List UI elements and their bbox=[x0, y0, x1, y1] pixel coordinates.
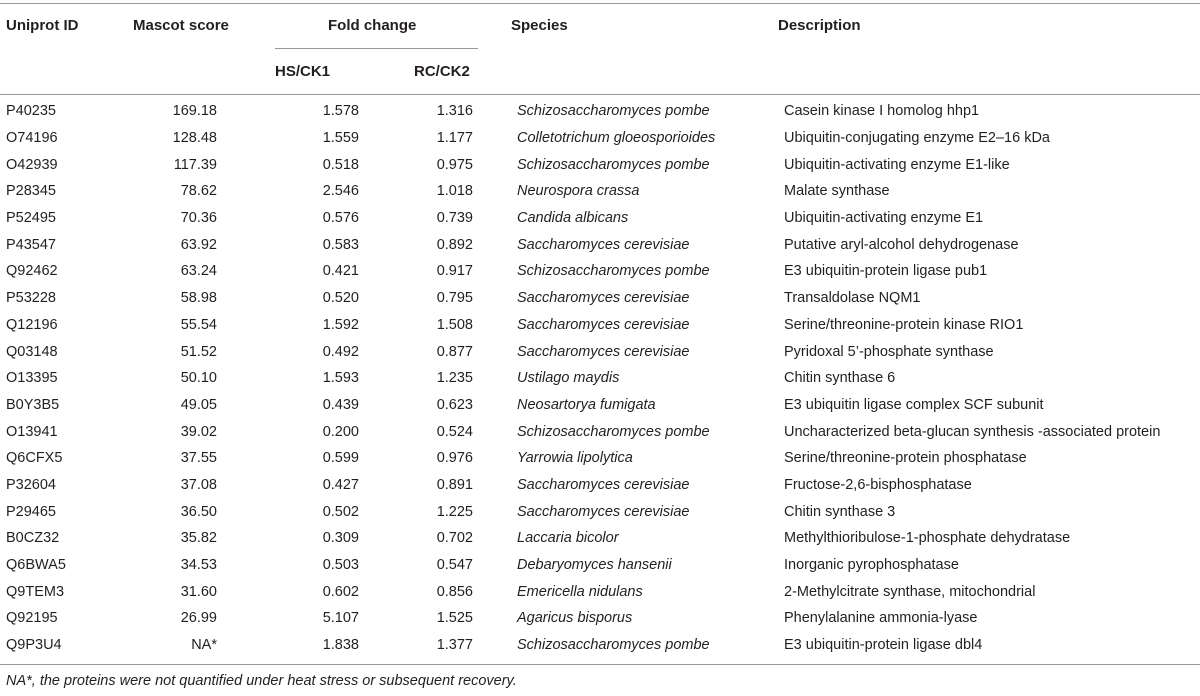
mascot-score-cell: 63.24 bbox=[180, 263, 217, 280]
uniprot-id-cell: O74196 bbox=[6, 130, 58, 147]
hs-ck1-cell: 0.518 bbox=[322, 156, 359, 173]
header-hs-ck1: HS/CK1 bbox=[275, 63, 331, 80]
table-body bbox=[0, 98, 1200, 658]
mascot-score-cell: NA* bbox=[191, 637, 217, 654]
hs-ck1-cell: 0.502 bbox=[322, 503, 359, 520]
table-row bbox=[0, 338, 1200, 365]
species-cell: Schizosaccharomyces pombe bbox=[517, 637, 710, 654]
header-fold-change: Fold change bbox=[328, 17, 417, 34]
rc-ck2-cell: 0.795 bbox=[436, 290, 473, 307]
table-row bbox=[0, 98, 1200, 125]
table-row bbox=[0, 205, 1200, 232]
mascot-score-cell: 37.08 bbox=[180, 476, 217, 493]
description-cell: Malate synthase bbox=[784, 183, 890, 200]
species-cell: Saccharomyces cerevisiae bbox=[517, 503, 690, 520]
uniprot-id-cell: P52495 bbox=[6, 210, 56, 227]
table-footnote: NA*, the proteins were not quantified under heat stress or subsequent recovery. bbox=[6, 673, 517, 689]
description-cell: Uncharacterized beta-glucan synthesis -associated protein bbox=[784, 423, 1161, 440]
table-top-rule bbox=[0, 3, 1200, 4]
hs-ck1-cell: 0.200 bbox=[322, 423, 359, 440]
rc-ck2-cell: 1.525 bbox=[436, 610, 473, 627]
table-row bbox=[0, 578, 1200, 605]
header-bottom-rule bbox=[0, 94, 1200, 95]
rc-ck2-cell: 0.623 bbox=[436, 396, 473, 413]
species-cell: Schizosaccharomyces pombe bbox=[517, 156, 710, 173]
mascot-score-cell: 35.82 bbox=[180, 530, 217, 547]
rc-ck2-cell: 0.524 bbox=[436, 423, 473, 440]
rc-ck2-cell: 0.917 bbox=[436, 263, 473, 280]
mascot-score-cell: 169.18 bbox=[172, 103, 217, 120]
table-row bbox=[0, 418, 1200, 445]
rc-ck2-cell: 1.177 bbox=[436, 130, 473, 147]
rc-ck2-cell: 0.739 bbox=[436, 210, 473, 227]
uniprot-id-cell: P32604 bbox=[6, 476, 56, 493]
table-row bbox=[0, 231, 1200, 258]
rc-ck2-cell: 1.235 bbox=[436, 370, 473, 387]
species-cell: Emericella nidulans bbox=[517, 583, 643, 600]
hs-ck1-cell: 0.583 bbox=[322, 236, 359, 253]
hs-ck1-cell: 0.427 bbox=[322, 476, 359, 493]
description-cell: Inorganic pyrophosphatase bbox=[784, 557, 959, 574]
rc-ck2-cell: 0.856 bbox=[436, 583, 473, 600]
species-cell: Saccharomyces cerevisiae bbox=[517, 316, 690, 333]
hs-ck1-cell: 0.421 bbox=[322, 263, 359, 280]
description-cell: Casein kinase I homolog hhp1 bbox=[784, 103, 980, 120]
uniprot-id-cell: Q92462 bbox=[6, 263, 58, 280]
uniprot-id-cell: P53228 bbox=[6, 290, 56, 307]
species-cell: Neurospora crassa bbox=[517, 183, 640, 200]
hs-ck1-cell: 0.492 bbox=[322, 343, 359, 360]
rc-ck2-cell: 0.547 bbox=[436, 557, 473, 574]
table-row bbox=[0, 178, 1200, 205]
uniprot-id-cell: Q6CFX5 bbox=[6, 450, 63, 467]
table-row bbox=[0, 445, 1200, 472]
mascot-score-cell: 39.02 bbox=[180, 423, 217, 440]
table-row bbox=[0, 258, 1200, 285]
uniprot-id-cell: Q12196 bbox=[6, 316, 58, 333]
rc-ck2-cell: 1.018 bbox=[436, 183, 473, 200]
table-row bbox=[0, 552, 1200, 579]
hs-ck1-cell: 0.602 bbox=[322, 583, 359, 600]
table-row bbox=[0, 525, 1200, 552]
table-row bbox=[0, 125, 1200, 152]
table-row bbox=[0, 365, 1200, 392]
hs-ck1-cell: 0.503 bbox=[322, 557, 359, 574]
table-row bbox=[0, 151, 1200, 178]
species-cell: Saccharomyces cerevisiae bbox=[517, 236, 690, 253]
header-species: Species bbox=[511, 17, 568, 34]
description-cell: E3 ubiquitin ligase complex SCF subunit bbox=[784, 396, 1044, 413]
species-cell: Debaryomyces hansenii bbox=[517, 557, 672, 574]
rc-ck2-cell: 1.316 bbox=[436, 103, 473, 120]
description-cell: Methylthioribulose-1-phosphate dehydratase bbox=[784, 530, 1071, 547]
mascot-score-cell: 49.05 bbox=[180, 396, 217, 413]
species-cell: Candida albicans bbox=[517, 210, 629, 227]
header-mascot-score: Mascot score bbox=[133, 17, 229, 34]
mascot-score-cell: 31.60 bbox=[180, 583, 217, 600]
uniprot-id-cell: Q92195 bbox=[6, 610, 58, 627]
species-cell: Ustilago maydis bbox=[517, 370, 620, 387]
mascot-score-cell: 34.53 bbox=[180, 557, 217, 574]
species-cell: Colletotrichum gloeosporioides bbox=[517, 130, 716, 147]
uniprot-id-cell: P43547 bbox=[6, 236, 56, 253]
hs-ck1-cell: 1.593 bbox=[322, 370, 359, 387]
fold-change-rule bbox=[275, 48, 478, 49]
table-row bbox=[0, 632, 1200, 659]
description-cell: Ubiquitin-conjugating enzyme E2–16 kDa bbox=[784, 130, 1050, 147]
uniprot-id-cell: P28345 bbox=[6, 183, 56, 200]
uniprot-id-cell: Q03148 bbox=[6, 343, 58, 360]
rc-ck2-cell: 0.976 bbox=[436, 450, 473, 467]
rc-ck2-cell: 1.508 bbox=[436, 316, 473, 333]
species-cell: Schizosaccharomyces pombe bbox=[517, 103, 710, 120]
table-row bbox=[0, 605, 1200, 632]
uniprot-id-cell: O13941 bbox=[6, 423, 58, 440]
description-cell: Ubiquitin-activating enzyme E1 bbox=[784, 210, 984, 227]
rc-ck2-cell: 0.702 bbox=[436, 530, 473, 547]
uniprot-id-cell: Q9P3U4 bbox=[6, 637, 62, 654]
rc-ck2-cell: 0.877 bbox=[436, 343, 473, 360]
species-cell: Saccharomyces cerevisiae bbox=[517, 290, 690, 307]
species-cell: Schizosaccharomyces pombe bbox=[517, 263, 710, 280]
uniprot-id-cell: P29465 bbox=[6, 503, 56, 520]
mascot-score-cell: 50.10 bbox=[180, 370, 217, 387]
species-cell: Schizosaccharomyces pombe bbox=[517, 423, 710, 440]
species-cell: Saccharomyces cerevisiae bbox=[517, 476, 690, 493]
hs-ck1-cell: 1.559 bbox=[322, 130, 359, 147]
description-cell: Pyridoxal 5’-phosphate synthase bbox=[784, 343, 994, 360]
description-cell: Transaldolase NQM1 bbox=[784, 290, 921, 307]
hs-ck1-cell: 0.599 bbox=[322, 450, 359, 467]
mascot-score-cell: 55.54 bbox=[180, 316, 217, 333]
species-cell: Yarrowia lipolytica bbox=[517, 450, 633, 467]
species-cell: Laccaria bicolor bbox=[517, 530, 619, 547]
hs-ck1-cell: 0.576 bbox=[322, 210, 359, 227]
hs-ck1-cell: 0.439 bbox=[322, 396, 359, 413]
hs-ck1-cell: 1.838 bbox=[322, 637, 359, 654]
table-row bbox=[0, 498, 1200, 525]
table-row bbox=[0, 312, 1200, 339]
mascot-score-cell: 117.39 bbox=[173, 156, 217, 173]
uniprot-id-cell: O13395 bbox=[6, 370, 58, 387]
description-cell: Phenylalanine ammonia-lyase bbox=[784, 610, 978, 627]
rc-ck2-cell: 1.225 bbox=[436, 503, 473, 520]
uniprot-id-cell: O42939 bbox=[6, 156, 58, 173]
header-description: Description bbox=[778, 17, 861, 34]
species-cell: Neosartorya fumigata bbox=[517, 396, 656, 413]
rc-ck2-cell: 0.891 bbox=[436, 476, 473, 493]
mascot-score-cell: 78.62 bbox=[180, 183, 217, 200]
description-cell: E3 ubiquitin-protein ligase dbl4 bbox=[784, 637, 983, 654]
description-cell: Serine/threonine-protein kinase RIO1 bbox=[784, 316, 1024, 333]
header-uniprot-id: Uniprot ID bbox=[6, 17, 79, 34]
rc-ck2-cell: 0.892 bbox=[436, 236, 473, 253]
table-row bbox=[0, 285, 1200, 312]
species-cell: Saccharomyces cerevisiae bbox=[517, 343, 690, 360]
table-bottom-rule bbox=[0, 664, 1200, 665]
mascot-score-cell: 58.98 bbox=[180, 290, 217, 307]
mascot-score-cell: 26.99 bbox=[180, 610, 217, 627]
mascot-score-cell: 63.92 bbox=[180, 236, 217, 253]
hs-ck1-cell: 0.309 bbox=[322, 530, 359, 547]
header-rc-ck2: RC/CK2 bbox=[414, 63, 470, 80]
hs-ck1-cell: 1.578 bbox=[322, 103, 359, 120]
uniprot-id-cell: B0CZ32 bbox=[6, 530, 60, 547]
description-cell: Ubiquitin-activating enzyme E1-like bbox=[784, 156, 1010, 173]
mascot-score-cell: 37.55 bbox=[180, 450, 217, 467]
table-row bbox=[0, 472, 1200, 499]
mascot-score-cell: 51.52 bbox=[180, 343, 217, 360]
hs-ck1-cell: 5.107 bbox=[322, 610, 359, 627]
hs-ck1-cell: 0.520 bbox=[322, 290, 359, 307]
rc-ck2-cell: 0.975 bbox=[436, 156, 473, 173]
description-cell: Chitin synthase 3 bbox=[784, 503, 896, 520]
mascot-score-cell: 128.48 bbox=[172, 130, 217, 147]
description-cell: Fructose-2,6-bisphosphatase bbox=[784, 476, 972, 493]
table-row bbox=[0, 392, 1200, 419]
description-cell: Chitin synthase 6 bbox=[784, 370, 896, 387]
rc-ck2-cell: 1.377 bbox=[436, 637, 473, 654]
uniprot-id-cell: B0Y3B5 bbox=[6, 396, 60, 413]
uniprot-id-cell: P40235 bbox=[6, 103, 56, 120]
description-cell: 2-Methylcitrate synthase, mitochondrial bbox=[784, 583, 1036, 600]
description-cell: Putative aryl-alcohol dehydrogenase bbox=[784, 236, 1019, 253]
hs-ck1-cell: 1.592 bbox=[322, 316, 359, 333]
species-cell: Agaricus bisporus bbox=[517, 610, 633, 627]
mascot-score-cell: 36.50 bbox=[180, 503, 217, 520]
mascot-score-cell: 70.36 bbox=[180, 210, 217, 227]
uniprot-id-cell: Q6BWA5 bbox=[6, 557, 66, 574]
uniprot-id-cell: Q9TEM3 bbox=[6, 583, 65, 600]
description-cell: Serine/threonine-protein phosphatase bbox=[784, 450, 1027, 467]
hs-ck1-cell: 2.546 bbox=[322, 183, 359, 200]
description-cell: E3 ubiquitin-protein ligase pub1 bbox=[784, 263, 988, 280]
